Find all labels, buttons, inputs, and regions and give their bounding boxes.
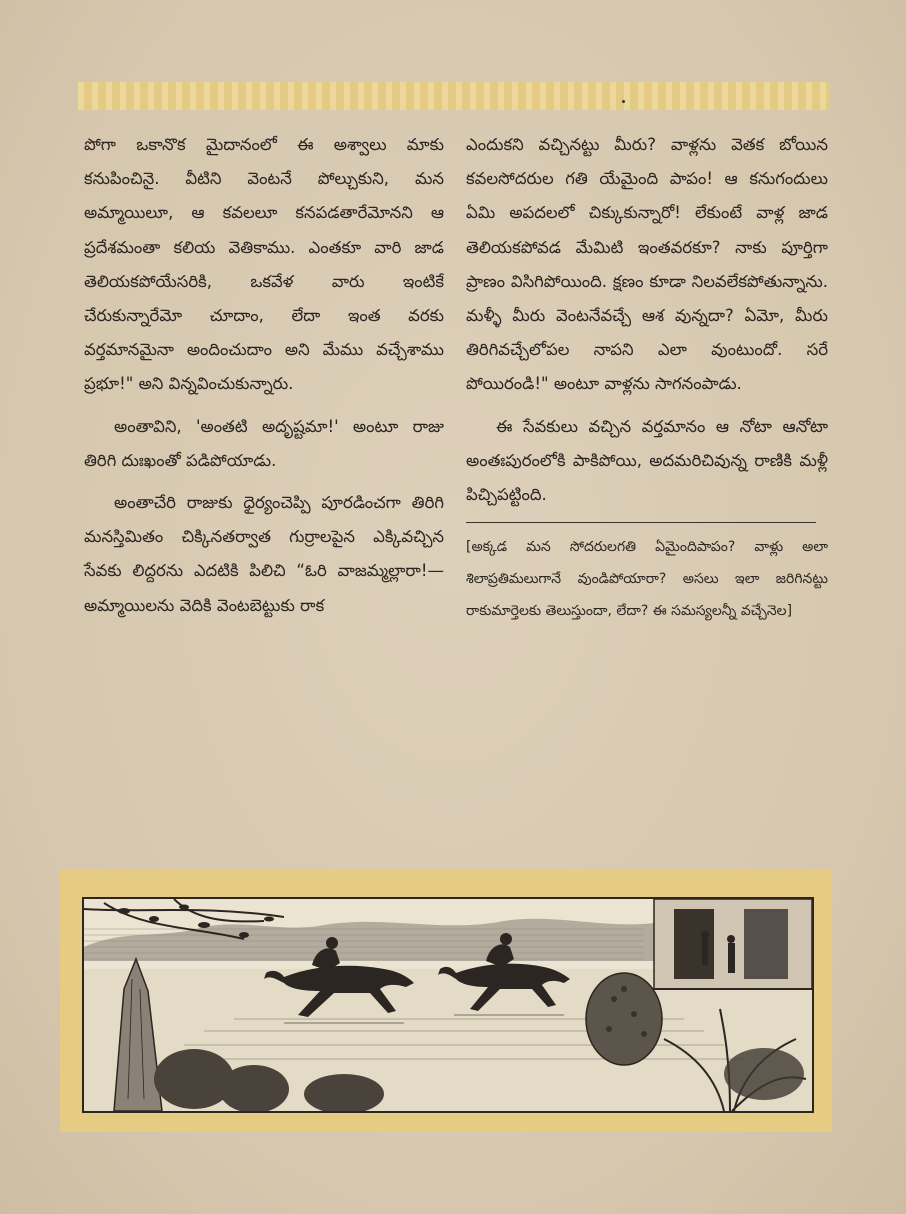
illustration-drawing (84, 899, 812, 1111)
right-paragraph-2: ఈ సేవకులు వచ్చిన వర్తమానం ఆ నోటా ఆనోటా అంతఃపురంలోకి పాకిపోయి, అదమరిచివున్న రాణికి మళ్లీ పిచ్చిపట్టింది. (466, 416, 828, 505)
right-paragraph-1: ఎందుకని వచ్చినట్టు మీరు? వాళ్లను వెతక బోయిన కవలసోదరుల గతి యేమైంది పాపం! ఆ కనుగందులు ఏమి అపదలలో చిక్కుకున్నారో! లేకుంటే వాళ్ల జాడ తెలియకపోవడ మేమిటి ఇంతవరకూ? నాకు పూర్తిగా ప్రాణం విసిగిపోయింది. క్షణం కూడా నిలవలేకపోతున్నాను. మళ్ళీ మీరు వెంటనేవచ్చే ఆశ వున్నదా? ఏమో, మీరు తిరిగివచ్చేలోపల నాపని ఎలా వుంటుందో. సరే పోయిరండి!" అంటూ వాళ్లను సాగనంపాడు. (466, 135, 828, 394)
left-paragraph-2: అంతావిని, 'అంతటి అదృష్టమా!' అంటూ రాజు తిరిగి దుఃఖంతో పడిపోయాడు. (84, 416, 444, 470)
note-divider (466, 522, 816, 523)
left-paragraph-1: పోగా ఒకానొక మైదానంలో ఈ అశ్వాలు మాకు కనుపించినై. వీటిని వెంటనే పోల్చుకుని, మన అమ్మాయిలూ, ఆ కవలలూ కనపడతారేమోనని ఆ ప్రదేశమంతా కలియ వెతికాము. ఎంతకూ వారి జాడ తెలియకపోయేసరికి, ఒకవేళ వారు ఇంటికే చేరుకున్నారేమో చూదాం, లేదా ఇంత వరకు వర్తమానమైనా అందించుదాం అని మేము వచ్చేశాము ప్రభూ!" అని విన్నవించుకున్నారు. (84, 135, 444, 394)
next-issue-note: [అక్కడ మన సోదరులగతి ఏమైందిపాపం? వాళ్లు అలా శిలాప్రతిమలుగానే వుండిపోయారా? అసలు ఇలా జరిగినట్టు రాకుమార్తెలకు తెలుస్తుందా, లేదా? ఈ సమస్యలన్నీ వచ్చేనెల] (466, 539, 828, 620)
left-text-column (84, 128, 444, 631)
right-text-column (466, 128, 828, 627)
riders-on-horses-illustration (82, 897, 814, 1113)
left-paragraph-3: అంతాచేరి రాజుకు ధైర్యంచెప్పి పూరడించగా తిరిగి మనస్తిమితం చిక్కినతర్వాత గుర్రాలపైన ఎక్కివచ్చిన సేవకు లిద్దరను ఎదటికి పిలిచి “ఓరి వాజమ్మల్లారా!— అమ్మాయిలను వెదికి వెంటబెట్టుకు రాక (84, 493, 444, 615)
ink-dot (622, 100, 625, 103)
decorative-top-band (78, 82, 830, 110)
